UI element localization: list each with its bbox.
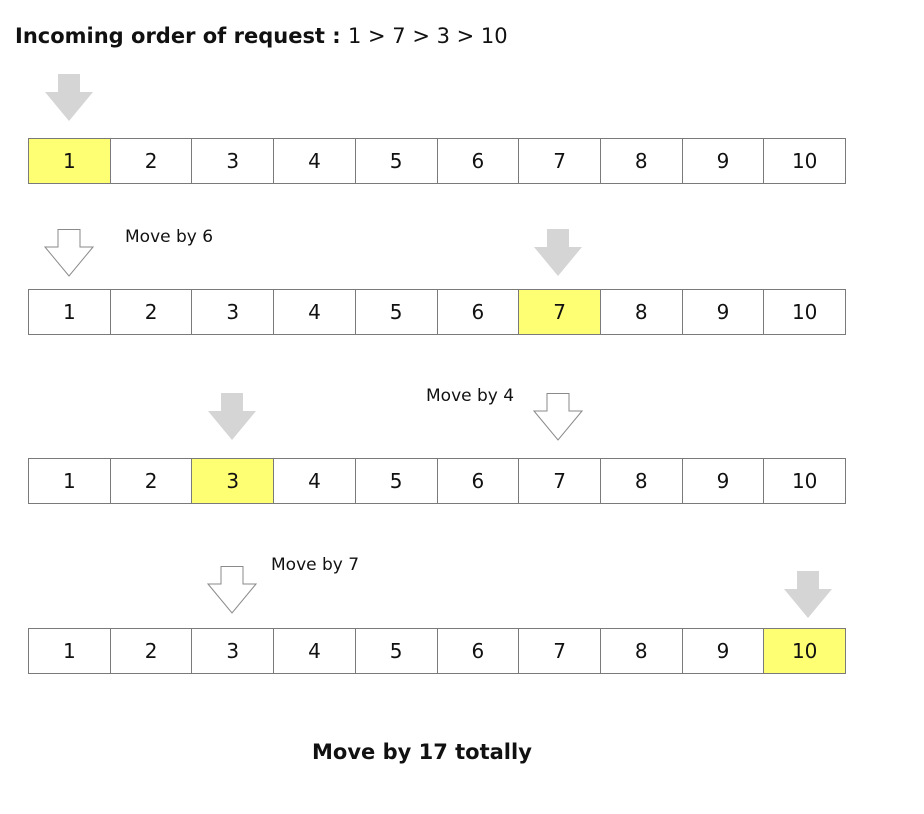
track-cell: 7	[518, 139, 600, 183]
move-label: Move by 7	[271, 555, 360, 575]
head-position-arrow-icon	[44, 74, 94, 122]
track-row-3	[28, 458, 846, 504]
track-row-1	[28, 138, 846, 184]
track-cell: 6	[437, 290, 519, 334]
track-cell: 9	[682, 629, 764, 673]
track-cell: 5	[355, 139, 437, 183]
previous-head-arrow-icon	[44, 229, 94, 277]
track-cell: 8	[600, 629, 682, 673]
track-row-2	[28, 289, 846, 335]
track-cell: 1	[29, 139, 110, 183]
track-cell: 6	[437, 139, 519, 183]
track-cell: 2	[110, 459, 192, 503]
track-cell: 10	[763, 629, 845, 673]
move-label: Move by 6	[125, 227, 214, 247]
track-cell: 7	[518, 459, 600, 503]
track-cell: 4	[273, 459, 355, 503]
track-cell: 7	[518, 629, 600, 673]
head-position-arrow-icon	[783, 571, 833, 619]
track-cell: 1	[29, 290, 110, 334]
track-cell: 3	[191, 459, 273, 503]
track-cell: 5	[355, 629, 437, 673]
head-position-arrow-icon	[207, 393, 257, 441]
track-cell: 4	[273, 629, 355, 673]
head-position-arrow-icon	[533, 229, 583, 277]
track-cell: 7	[518, 290, 600, 334]
diagram-title	[15, 24, 508, 48]
previous-head-arrow-icon	[533, 393, 583, 441]
track-cell: 8	[600, 459, 682, 503]
track-row-4	[28, 628, 846, 674]
track-cell: 1	[29, 629, 110, 673]
track-cell: 9	[682, 459, 764, 503]
track-cell: 4	[273, 139, 355, 183]
track-cell: 9	[682, 139, 764, 183]
track-cell: 4	[273, 290, 355, 334]
track-cell: 3	[191, 629, 273, 673]
track-cell: 9	[682, 290, 764, 334]
track-cell: 6	[437, 459, 519, 503]
track-cell: 2	[110, 290, 192, 334]
move-label: Move by 4	[426, 386, 515, 406]
track-cell: 8	[600, 290, 682, 334]
track-cell: 2	[110, 139, 192, 183]
track-cell: 3	[191, 139, 273, 183]
track-cell: 5	[355, 290, 437, 334]
track-cell: 2	[110, 629, 192, 673]
track-cell: 3	[191, 290, 273, 334]
track-cell: 10	[763, 290, 845, 334]
track-cell: 10	[763, 459, 845, 503]
track-cell: 8	[600, 139, 682, 183]
title-label: Incoming order of request :	[15, 24, 341, 48]
track-cell: 1	[29, 459, 110, 503]
track-cell: 5	[355, 459, 437, 503]
total-movement: Move by 17 totally	[312, 740, 532, 764]
request-sequence: 1 > 7 > 3 > 10	[348, 24, 508, 48]
track-cell: 6	[437, 629, 519, 673]
previous-head-arrow-icon	[207, 566, 257, 614]
track-cell: 10	[763, 139, 845, 183]
